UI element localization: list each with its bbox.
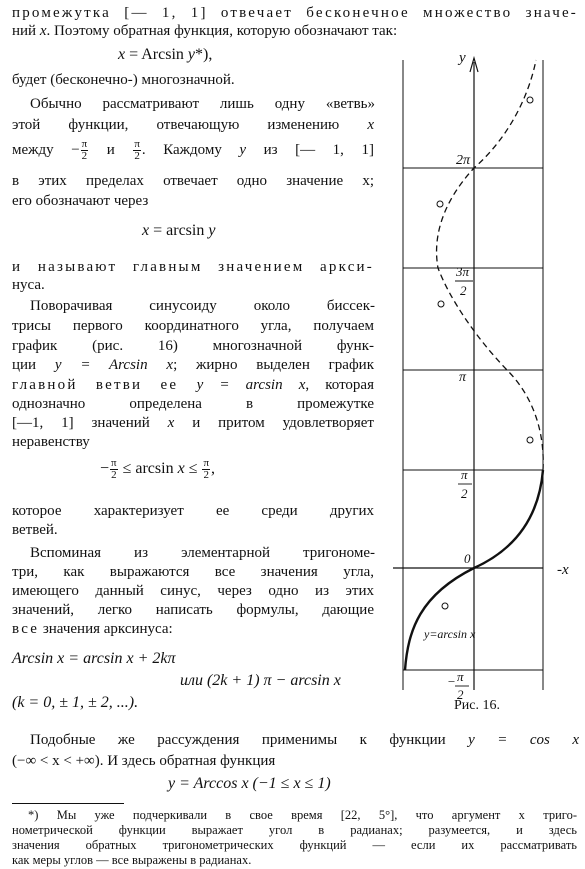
text-line: все значения арксинуса: xyxy=(12,621,173,637)
formula-arcsin-main: x = arcsin y xyxy=(142,222,216,239)
curve-point xyxy=(527,97,533,103)
text-line: значений, легко написать формулы, дающие xyxy=(12,602,374,618)
text-line: этой функции, отвечающую изменению x xyxy=(12,117,374,133)
footnote-line: нометрической функции выражает угол в радианах; разумеется, и здесь xyxy=(12,823,577,837)
curve-point xyxy=(438,301,444,307)
tick-zero: 0 xyxy=(464,551,471,566)
formula-arcsin-all-1: Arcsin x = arcsin x + 2kπ xyxy=(12,650,176,667)
figure-grid xyxy=(403,60,543,690)
footnote-line: значения обратных тригонометрических функций — если их рассматривать xyxy=(12,838,577,852)
curve-label: y=arcsin x xyxy=(424,627,476,641)
y-axis-label: y xyxy=(459,50,466,66)
text-line: [—1, 1] значений x и притом удовлетворяет xyxy=(12,415,374,431)
formula-inequality: − $\frac{\pi}{2}$ ≤ arcsin x ≤ $\frac{\pi}{2}$ , xyxy=(100,457,216,481)
text-line: имеющего данный синус, через одно из этих xyxy=(12,583,374,599)
text-line: в этих пределах отвечает одно значение x; xyxy=(12,173,374,189)
tick-pi2-den: 2 xyxy=(461,486,468,501)
text-line: промежутка [— 1, 1] отвечает бесконечное множество значе- xyxy=(12,5,578,21)
formula-arcsin-all-2: или (2k + 1) π − arcsin x xyxy=(180,672,341,689)
text-line: неравенству xyxy=(12,434,90,450)
tick-pi2-num: π xyxy=(461,467,468,482)
formula-arccos: y = Arccos x (−1 ≤ x ≤ 1) xyxy=(168,775,331,792)
text-line: нуса. xyxy=(12,277,45,293)
tick-pi: π xyxy=(459,370,467,385)
text-line: график (рис. 16) многозначной функ- xyxy=(12,338,374,354)
text-line: и называют главным значением аркси- xyxy=(12,259,374,275)
curve-point xyxy=(437,201,443,207)
x-axis-label: -x xyxy=(557,562,569,578)
text-line: Подобные же рассуждения применимы к функции y = cos x xyxy=(30,732,579,748)
tick-3pi2-num: 3π xyxy=(456,264,470,279)
text-line: три, как выражаются все значения угла, xyxy=(12,564,374,580)
text-line: Обычно рассматривают лишь одну «ветвь» xyxy=(30,96,375,112)
text-line: между − $\frac{\pi}{2}$ и $\frac{\pi}{2}$ . Каждому y из [— 1, 1] xyxy=(12,138,374,162)
text-line: трисы первого координатного угла, получаем xyxy=(12,318,374,334)
text-line: ний x. Поэтому обратная функция, которую обозначают так: xyxy=(12,23,398,39)
figure-caption: Рис. 16. xyxy=(454,698,500,713)
text-line: Поворачивая синусоиду около биссек- xyxy=(30,298,375,314)
tick-mpi2-sign: − xyxy=(447,674,456,689)
text-line: (−∞ < x < +∞). И здесь обратная функция xyxy=(12,753,276,769)
text-line: ции y = Arcsin x; жирно выделен график xyxy=(12,357,374,373)
text-line: будет (бесконечно-) многозначной. xyxy=(12,72,235,88)
text-line: ветвей. xyxy=(12,522,58,538)
tick-2pi: 2π xyxy=(456,153,471,168)
text-line: главной ветви ее y = arcsin x, которая xyxy=(12,377,374,393)
formula-arcsin-all-3: (k = 0, ± 1, ± 2, ...). xyxy=(12,694,139,711)
tick-mpi2-num: π xyxy=(457,669,464,684)
text-line: его обозначают через xyxy=(12,193,149,209)
tick-3pi2-den: 2 xyxy=(460,283,467,298)
footnote-line: как меры углов — все выражены в радианах. xyxy=(12,853,252,867)
text-line: которое характеризует ее среди других xyxy=(12,503,374,519)
text-line: однозначно определена в промежутке xyxy=(12,396,374,412)
tick-mpi2-den: 2 xyxy=(457,687,464,702)
curve-point xyxy=(442,603,448,609)
curve-arcsin-multi xyxy=(437,60,544,470)
footnote-line: *) Мы уже подчеркивали в свое время [22, 5°], что аргумент x триго- xyxy=(28,808,577,822)
curve-point xyxy=(527,437,533,443)
text-line: Вспоминая из элементарной тригономе- xyxy=(30,545,375,561)
formula-arcsin-multi: x = Arcsin y*), xyxy=(118,46,213,63)
